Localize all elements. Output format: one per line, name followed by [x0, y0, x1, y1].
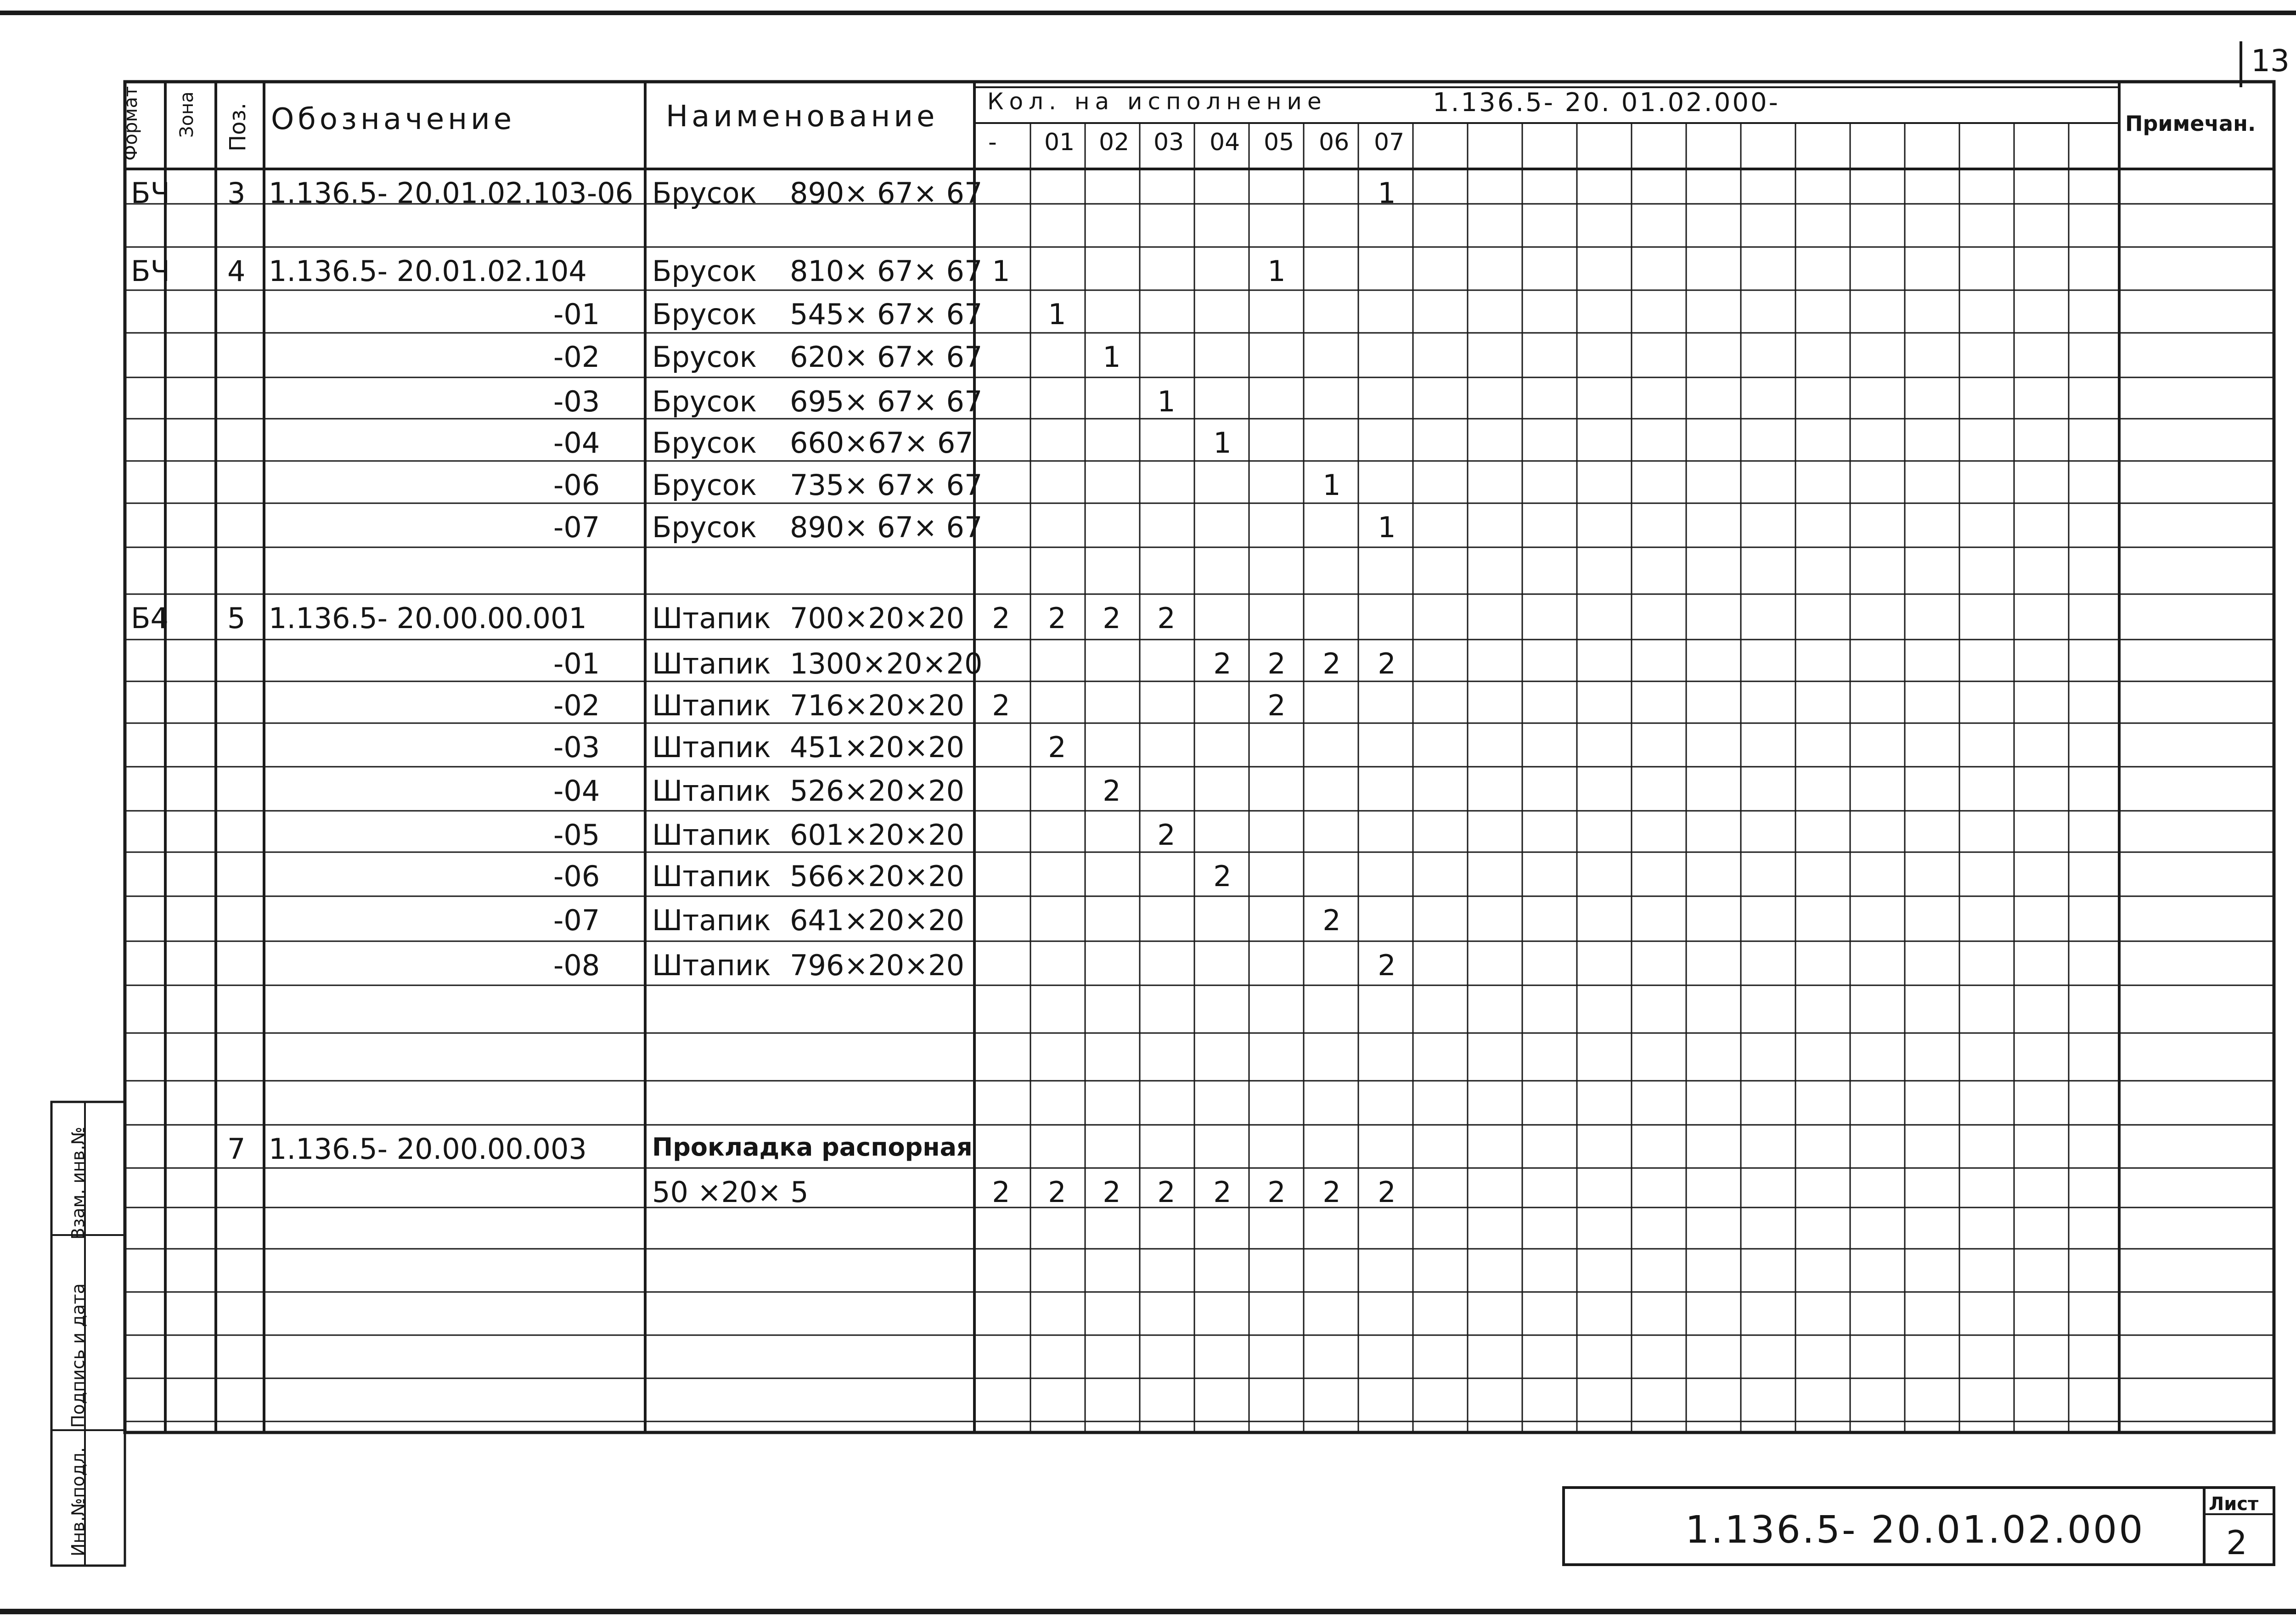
row-qty-04: 2 [1213, 859, 1232, 893]
row-qty-base: 2 [992, 601, 1010, 635]
row-name: Штапик [652, 949, 771, 982]
row-dimensions: 716×20×20 [790, 689, 965, 722]
row-qty-02: 1 [1103, 340, 1121, 374]
row-qty-base: 1 [992, 254, 1010, 288]
row-qty-02: 2 [1103, 601, 1121, 635]
row-qty-03: 1 [1157, 385, 1176, 418]
row-designation: -01 [553, 647, 600, 680]
row-qty-base: 2 [992, 689, 1010, 722]
row-name: Брусок [652, 298, 757, 331]
row-position: 5 [227, 601, 246, 635]
row-qty-04: 2 [1213, 1175, 1232, 1209]
header-designation: Обозначение [271, 102, 516, 136]
row-qty-01: 2 [1048, 730, 1066, 764]
header-format: Формат [120, 86, 141, 161]
row-dimensions: 695× 67× 67 [790, 385, 983, 418]
row-name: Штапик [652, 730, 771, 764]
side-label-inv-orig: Инв.№подл. [68, 1447, 88, 1556]
header-qty-code: 1.136.5- 20. 01.02.000- [1433, 88, 1780, 118]
row-designation: -07 [553, 511, 600, 544]
row-designation: -04 [553, 774, 600, 808]
row-qty-06: 2 [1322, 904, 1341, 937]
row-qty-06: 1 [1322, 468, 1341, 502]
side-label-signature-date: Подпись и дата [68, 1283, 88, 1428]
row-dimensions: 526×20×20 [790, 774, 965, 808]
row-dimensions: 700×20×20 [790, 601, 965, 635]
row-dimensions: 796×20×20 [790, 949, 965, 982]
row-designation: -08 [553, 949, 600, 982]
row-qty-01: 2 [1048, 601, 1066, 635]
row-qty-06: 2 [1322, 647, 1341, 680]
variant-header-base: - [988, 129, 997, 156]
row-qty-base: 2 [992, 1175, 1010, 1209]
variant-header-02: 02 [1099, 129, 1130, 156]
row-qty-01: 1 [1048, 298, 1066, 331]
row-position: 3 [227, 176, 246, 210]
row-name: Штапик [652, 689, 771, 722]
row-name: Штапик [652, 859, 771, 893]
row-format: Б4 [131, 601, 169, 635]
row-designation: -03 [553, 385, 600, 418]
row-dimensions: 735× 67× 67 [790, 468, 983, 502]
row-name: Штапик [652, 904, 771, 937]
variant-header-07: 07 [1374, 129, 1405, 156]
row-name: 50 ×20× 5 [652, 1175, 809, 1209]
row-qty-03: 2 [1157, 818, 1176, 852]
row-dimensions: 1300×20×20 [790, 647, 983, 680]
row-position: 7 [227, 1132, 246, 1166]
variant-header-01: 01 [1044, 129, 1075, 156]
row-designation: -04 [553, 426, 600, 460]
row-designation: 1.136.5- 20.00.00.001 [269, 601, 587, 635]
sheet-number: 2 [2226, 1523, 2247, 1562]
row-qty-02: 2 [1103, 774, 1121, 808]
row-dimensions: 810× 67× 67 [790, 254, 983, 288]
variant-header-05: 05 [1264, 129, 1294, 156]
row-dimensions: 451×20×20 [790, 730, 965, 764]
row-qty-07: 1 [1378, 511, 1396, 544]
row-qty-06: 2 [1322, 1175, 1341, 1209]
row-name: Брусок [652, 468, 757, 502]
header-name: Наименование [666, 100, 939, 134]
row-name: Штапик [652, 601, 771, 635]
row-name: Брусок [652, 385, 757, 418]
row-qty-07: 1 [1378, 176, 1396, 210]
row-designation: -06 [553, 859, 600, 893]
row-designation: -03 [553, 730, 600, 764]
row-name: Брусок [652, 176, 757, 210]
row-designation: -05 [553, 818, 600, 852]
row-qty-07: 2 [1378, 949, 1396, 982]
row-dimensions: 890× 67× 67 [790, 511, 983, 544]
header-pos: Поз. [225, 102, 251, 152]
row-dimensions: 566×20×20 [790, 859, 965, 893]
row-qty-04: 2 [1213, 647, 1232, 680]
page-number: 13 [2251, 43, 2290, 79]
row-dimensions: 545× 67× 67 [790, 298, 983, 331]
row-name: Штапик [652, 818, 771, 852]
row-qty-03: 2 [1157, 601, 1176, 635]
variant-header-03: 03 [1154, 129, 1184, 156]
row-designation: 1.136.5- 20.00.00.003 [269, 1132, 587, 1166]
row-qty-04: 1 [1213, 426, 1232, 460]
row-qty-05: 2 [1267, 1175, 1286, 1209]
row-qty-07: 2 [1378, 1175, 1396, 1209]
variant-header-06: 06 [1319, 129, 1350, 156]
row-dimensions: 660×67× 67 [790, 426, 974, 460]
row-designation: -02 [553, 689, 600, 722]
row-qty-07: 2 [1378, 647, 1396, 680]
row-designation: -01 [553, 298, 600, 331]
row-name: Штапик [652, 774, 771, 808]
row-designation: 1.136.5- 20.01.02.104 [269, 254, 587, 288]
row-format: БЧ [131, 176, 170, 210]
row-name: Брусок [652, 426, 757, 460]
side-stamp-frame [51, 1102, 125, 1566]
header-zone: Зона [176, 91, 197, 138]
row-dimensions: 890× 67× 67 [790, 176, 983, 210]
row-name: Брусок [652, 340, 757, 374]
row-qty-02: 2 [1103, 1175, 1121, 1209]
row-name: Брусок [652, 511, 757, 544]
row-name: Прокладка распорная [652, 1133, 973, 1162]
row-designation: -06 [553, 468, 600, 502]
row-designation: -02 [553, 340, 600, 374]
row-name: Брусок [652, 254, 757, 288]
row-designation: -07 [553, 904, 600, 937]
variant-header-04: 04 [1210, 129, 1240, 156]
row-format: БЧ [131, 254, 170, 288]
row-qty-05: 2 [1267, 647, 1286, 680]
title-block-code: 1.136.5- 20.01.02.000 [1685, 1508, 2145, 1552]
row-dimensions: 641×20×20 [790, 904, 965, 937]
row-qty-05: 1 [1267, 254, 1286, 288]
row-position: 4 [227, 254, 246, 288]
header-qty-title: Кол. на исполнение [987, 88, 1327, 115]
row-qty-05: 2 [1267, 689, 1286, 722]
row-dimensions: 601×20×20 [790, 818, 965, 852]
row-qty-03: 2 [1157, 1175, 1176, 1209]
row-qty-01: 2 [1048, 1175, 1066, 1209]
row-dimensions: 620× 67× 67 [790, 340, 983, 374]
sheet-label: Лист [2209, 1494, 2259, 1515]
header-remarks: Примечан. [2125, 111, 2256, 136]
side-label-replaced-inv: Взам. инв.№ [68, 1127, 88, 1240]
row-designation: 1.136.5- 20.01.02.103-06 [269, 176, 634, 210]
row-name: Штапик [652, 647, 771, 680]
